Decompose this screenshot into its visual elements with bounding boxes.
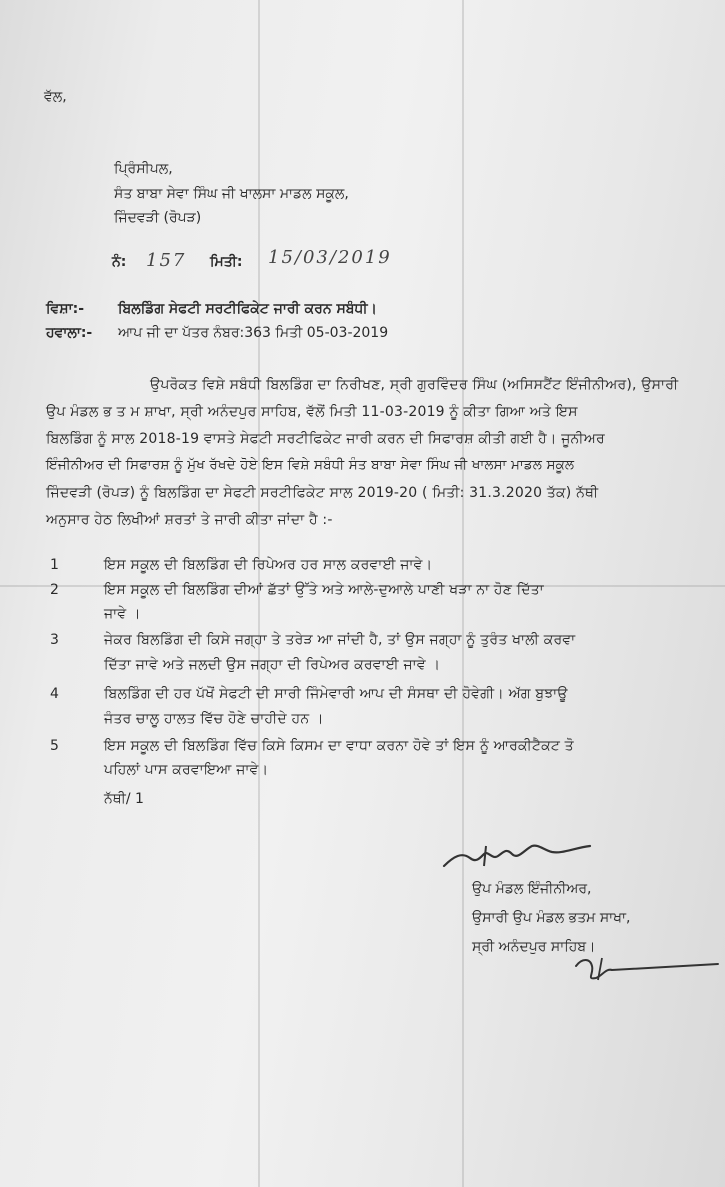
- condition-text: ਜੇਕਰ ਬਿਲਡਿੰਗ ਦੀ ਕਿਸੇ ਜਗ੍ਹਾ ਤੇ ਤਰੇੜ ਆ ਜਾਂਦੀ ਹੈ, ਤਾਂ ਉਸ ਜਗ੍ਹਾ ਨੂੰ ਤੁਰੰਤ ਖਾਲੀ ਕਰਵਾ: [104, 632, 576, 648]
- recipient-place: ਜਿੰਦਵੜੀ (ਰੋਪੜ): [114, 210, 202, 226]
- subject-text: ਬਿਲਡਿੰਗ ਸੇਫਟੀ ਸਰਟੀਫਿਕੇਟ ਜਾਰੀ ਕਰਨ ਸਬੰਧੀ।: [118, 301, 377, 317]
- ref-date-label: ਮਿਤੀ:: [210, 254, 243, 270]
- signature-mark: [440, 836, 610, 876]
- signatory-division: ਉਸਾਰੀ ਉਪ ਮੰਡਲ ਭਤਮ ਸਾਖਾ,: [472, 910, 631, 926]
- body-line: ਉਪ ਮੰਡਲ ਭ ਤ ਮ ਸ਼ਾਖਾ, ਸ੍ਰੀ ਅਨੰਦਪੁਰ ਸਾਹਿਬ, ਵੱਲੋਂ ਮਿਤੀ 11-03-2019 ਨੂੰ ਕੀਤਾ ਗਿਆ ਅਤੇ ਇਸ: [46, 404, 578, 420]
- condition-number: 1: [50, 557, 59, 573]
- condition-number: 5: [50, 738, 59, 754]
- body-line: ਅਨੁਸਾਰ ਹੇਠ ਲਿਖੀਆਂ ਸ਼ਰਤਾਂ ਤੇ ਜਾਰੀ ਕੀਤਾ ਜਾਂਦਾ ਹੈ :-: [46, 512, 333, 528]
- enclosure-note: ਨੱਥੀ/ 1: [104, 791, 144, 807]
- initials-mark: [572, 950, 722, 986]
- signatory-title: ਉਪ ਮੰਡਲ ਇੰਜੀਨੀਅਰ,: [472, 881, 592, 897]
- condition-text: ਇਸ ਸਕੂਲ ਦੀ ਬਿਲਡਿੰਗ ਦੀ ਰਿਪੇਅਰ ਹਰ ਸਾਲ ਕਰਵਾਈ ਜਾਵੇ।: [104, 557, 433, 573]
- body-line: ਬਿਲਡਿੰਗ ਨੂੰ ਸਾਲ 2018-19 ਵਾਸਤੇ ਸੇਫਟੀ ਸਰਟੀਫਿਕੇਟ ਜਾਰੀ ਕਰਨ ਦੀ ਸਿਫਾਰਸ਼ ਕੀਤੀ ਗਈ ਹੈ। ਜੂਨੀਅਰ: [46, 431, 605, 447]
- ref-number-value: 157: [146, 250, 187, 271]
- body-line: ਇੰਜੀਨੀਅਰ ਦੀ ਸਿਫਾਰਸ਼ ਨੂੰ ਮੁੱਖ ਰੱਖਦੇ ਹੋਏ ਇਸ ਵਿਸ਼ੇ ਸਬੰਧੀ ਸੰਤ ਬਾਬਾ ਸੇਵਾ ਸਿੰਘ ਜੀ ਖਾਲਸਾ ਮਾਡਲ ਸਕੂਲ: [46, 458, 575, 473]
- condition-text: ਜੰਤਰ ਚਾਲੂ ਹਾਲਤ ਵਿੱਚ ਹੋਣੇ ਚਾਹੀਦੇ ਹਨ ।: [104, 711, 324, 727]
- condition-text: ਇਸ ਸਕੂਲ ਦੀ ਬਿਲਡਿੰਗ ਦੀਆਂ ਛੱਤਾਂ ਉੱਤੇ ਅਤੇ ਆਲੇ-ਦੁਆਲੇ ਪਾਣੀ ਖੜਾ ਨਾ ਹੋਣ ਦਿੱਤਾ: [104, 582, 544, 598]
- condition-number: 2: [50, 582, 59, 598]
- signatory-place: ਸ੍ਰੀ ਅਨੰਦਪੁਰ ਸਾਹਿਬ।: [472, 939, 596, 955]
- subject-label: ਵਿਸ਼ਾ:-: [46, 301, 85, 317]
- recipient-school: ਸੰਤ ਬਾਬਾ ਸੇਵਾ ਸਿੰਘ ਜੀ ਖਾਲਸਾ ਮਾਡਲ ਸਕੂਲ,: [114, 186, 349, 202]
- body-line: ਉਪਰੋਕਤ ਵਿਸ਼ੇ ਸਬੰਧੀ ਬਿਲਡਿੰਗ ਦਾ ਨਿਰੀਖਣ, ਸ੍ਰੀ ਗੁਰਵਿੰਦਰ ਸਿੰਘ (ਅਸਿਸਟੈਂਟ ਇੰਜੀਨੀਅਰ), ਉਸਾਰੀ: [150, 377, 679, 393]
- condition-text: ਬਿਲਡਿੰਗ ਦੀ ਹਰ ਪੱਖੋਂ ਸੇਫਟੀ ਦੀ ਸਾਰੀ ਜਿੰਮੇਵਾਰੀ ਆਪ ਦੀ ਸੰਸਥਾ ਦੀ ਹੋਵੇਗੀ। ਅੱਗ ਬੁਝਾਊ: [104, 686, 568, 702]
- ref-date-value: 15/03/2019: [268, 247, 392, 268]
- reference-label: ਹਵਾਲਾ:-: [46, 325, 93, 341]
- ref-number-label: ਨੰ:: [112, 254, 127, 270]
- condition-text: ਇਸ ਸਕੂਲ ਦੀ ਬਿਲਡਿੰਗ ਵਿੱਚ ਕਿਸੇ ਕਿਸਮ ਦਾ ਵਾਧਾ ਕਰਨਾ ਹੋਵੇ ਤਾਂ ਇਸ ਨੂੰ ਆਰਕੀਟੈਕਟ ਤੋ: [104, 738, 574, 754]
- condition-text: ਜਾਵੇ ।: [104, 606, 141, 622]
- to-label: ਵੱਲ,: [44, 89, 67, 105]
- condition-number: 4: [50, 686, 59, 702]
- condition-text: ਦਿੱਤਾ ਜਾਵੇ ਅਤੇ ਜਲਦੀ ਉਸ ਜਗ੍ਹਾ ਦੀ ਰਿਪੇਅਰ ਕਰਵਾਈ ਜਾਵੇ ।: [104, 657, 441, 673]
- recipient-title: ਪ੍ਰਿੰਸੀਪਲ,: [114, 161, 173, 177]
- reference-text: ਆਪ ਜੀ ਦਾ ਪੱਤਰ ਨੰਬਰ:363 ਮਿਤੀ 05-03-2019: [118, 325, 389, 341]
- body-line: ਜਿੰਦਵੜੀ (ਰੋਪੜ) ਨੂੰ ਬਿਲਡਿੰਗ ਦਾ ਸੇਫਟੀ ਸਰਟੀਫਿਕੇਟ ਸਾਲ 2019-20 ( ਮਿਤੀ: 31.3.2020 ਤੱਕ) ਨੱਥੀ: [46, 485, 599, 501]
- condition-number: 3: [50, 632, 59, 648]
- condition-text: ਪਹਿਲਾਂ ਪਾਸ ਕਰਵਾਇਆ ਜਾਵੇ।: [104, 762, 269, 778]
